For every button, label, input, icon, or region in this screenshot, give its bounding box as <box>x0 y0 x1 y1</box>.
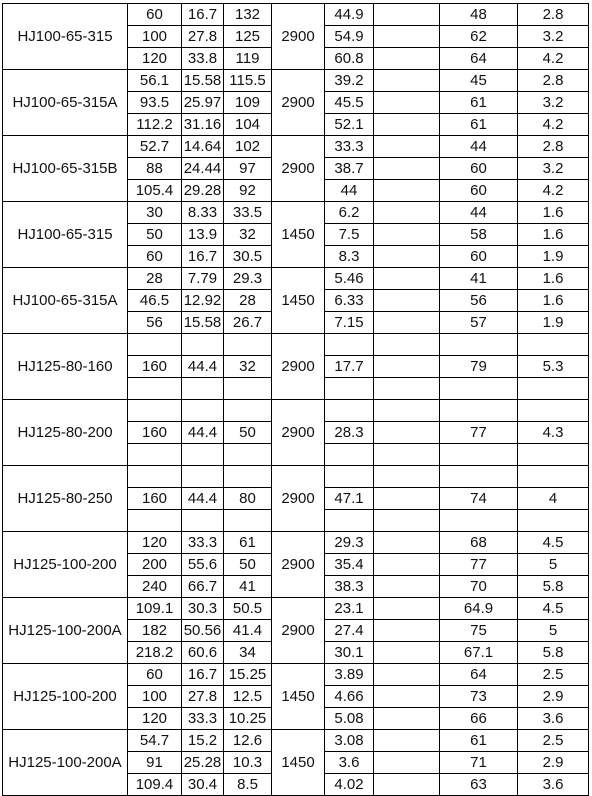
value-cell: 3.08 <box>325 730 374 752</box>
value-cell: 55.6 <box>182 554 224 576</box>
value-cell: 70 <box>440 576 518 598</box>
value-cell: 160 <box>128 488 182 510</box>
model-cell: HJ125-100-200A <box>3 598 128 664</box>
value-cell: 33.3 <box>182 532 224 554</box>
value-cell <box>128 400 182 422</box>
model-cell: HJ100-65-315A <box>3 70 128 136</box>
value-cell: 33.3 <box>325 136 374 158</box>
value-cell: 4.2 <box>518 48 589 70</box>
speed-cell: 2900 <box>272 532 325 598</box>
value-cell: 14.64 <box>182 136 224 158</box>
value-cell: 2.8 <box>518 70 589 92</box>
value-cell <box>182 400 224 422</box>
value-cell <box>518 334 589 356</box>
value-cell: 3.2 <box>518 26 589 48</box>
value-cell: 54.9 <box>325 26 374 48</box>
value-cell: 61 <box>224 532 272 554</box>
value-cell <box>374 664 440 686</box>
speed-cell: 2900 <box>272 136 325 202</box>
value-cell: 44 <box>440 202 518 224</box>
value-cell: 28.3 <box>325 422 374 444</box>
value-cell: 33.8 <box>182 48 224 70</box>
value-cell: 56 <box>440 290 518 312</box>
value-cell: 120 <box>128 708 182 730</box>
value-cell: 8.3 <box>325 246 374 268</box>
value-cell: 13.9 <box>182 224 224 246</box>
value-cell: 17.7 <box>325 356 374 378</box>
value-cell: 56.1 <box>128 70 182 92</box>
value-cell: 1.6 <box>518 224 589 246</box>
value-cell <box>518 444 589 466</box>
value-cell: 2.8 <box>518 4 589 26</box>
value-cell <box>518 400 589 422</box>
value-cell <box>374 686 440 708</box>
value-cell <box>325 466 374 488</box>
speed-cell: 2900 <box>272 598 325 664</box>
value-cell: 44.4 <box>182 488 224 510</box>
value-cell <box>374 752 440 774</box>
value-cell: 74 <box>440 488 518 510</box>
speed-cell: 2900 <box>272 466 325 532</box>
value-cell: 31.16 <box>182 114 224 136</box>
value-cell: 27.8 <box>182 26 224 48</box>
value-cell <box>325 510 374 532</box>
value-cell: 58 <box>440 224 518 246</box>
value-cell: 182 <box>128 620 182 642</box>
value-cell <box>374 4 440 26</box>
value-cell: 5 <box>518 554 589 576</box>
value-cell: 16.7 <box>182 4 224 26</box>
value-cell: 60 <box>128 664 182 686</box>
value-cell: 44 <box>440 136 518 158</box>
value-cell: 218.2 <box>128 642 182 664</box>
value-cell: 5.08 <box>325 708 374 730</box>
value-cell: 109.4 <box>128 774 182 796</box>
value-cell: 6.33 <box>325 290 374 312</box>
value-cell <box>440 444 518 466</box>
model-cell: HJ125-100-200A <box>3 730 128 796</box>
value-cell: 38.7 <box>325 158 374 180</box>
value-cell: 3.6 <box>518 774 589 796</box>
value-cell <box>182 466 224 488</box>
value-cell <box>518 378 589 400</box>
value-cell: 2.9 <box>518 752 589 774</box>
value-cell: 240 <box>128 576 182 598</box>
value-cell: 5.3 <box>518 356 589 378</box>
value-cell: 64.9 <box>440 598 518 620</box>
value-cell <box>374 620 440 642</box>
value-cell <box>374 356 440 378</box>
value-cell <box>128 378 182 400</box>
value-cell: 24.44 <box>182 158 224 180</box>
value-cell: 93.5 <box>128 92 182 114</box>
value-cell: 67.1 <box>440 642 518 664</box>
value-cell: 75 <box>440 620 518 642</box>
value-cell <box>440 378 518 400</box>
value-cell: 61 <box>440 730 518 752</box>
value-cell: 1.6 <box>518 202 589 224</box>
speed-cell: 1450 <box>272 730 325 796</box>
speed-cell: 2900 <box>272 70 325 136</box>
value-cell <box>374 158 440 180</box>
value-cell: 27.4 <box>325 620 374 642</box>
value-cell: 120 <box>128 48 182 70</box>
speed-cell: 1450 <box>272 664 325 730</box>
value-cell: 4 <box>518 488 589 510</box>
speed-cell: 2900 <box>272 400 325 466</box>
value-cell: 1.9 <box>518 246 589 268</box>
value-cell: 3.2 <box>518 92 589 114</box>
value-cell: 29.28 <box>182 180 224 202</box>
value-cell: 41 <box>440 268 518 290</box>
value-cell: 48 <box>440 4 518 26</box>
value-cell <box>374 334 440 356</box>
value-cell <box>224 334 272 356</box>
value-cell: 50 <box>224 422 272 444</box>
value-cell: 200 <box>128 554 182 576</box>
value-cell <box>128 466 182 488</box>
value-cell <box>374 466 440 488</box>
model-cell: HJ125-80-250 <box>3 466 128 532</box>
value-cell: 77 <box>440 554 518 576</box>
value-cell: 61 <box>440 92 518 114</box>
value-cell: 68 <box>440 532 518 554</box>
value-cell: 60.8 <box>325 48 374 70</box>
model-cell: HJ125-80-160 <box>3 334 128 400</box>
value-cell: 32 <box>224 224 272 246</box>
value-cell <box>374 312 440 334</box>
table-row <box>3 598 589 620</box>
value-cell: 60 <box>440 180 518 202</box>
value-cell <box>182 378 224 400</box>
value-cell: 92 <box>224 180 272 202</box>
value-cell: 60 <box>440 246 518 268</box>
value-cell: 115.5 <box>224 70 272 92</box>
value-cell <box>128 334 182 356</box>
value-cell: 50 <box>224 554 272 576</box>
value-cell <box>440 400 518 422</box>
speed-cell: 2900 <box>272 334 325 400</box>
value-cell: 15.2 <box>182 730 224 752</box>
value-cell: 5 <box>518 620 589 642</box>
value-cell: 62 <box>440 26 518 48</box>
pump-performance-table <box>2 3 589 796</box>
value-cell <box>374 268 440 290</box>
value-cell <box>374 224 440 246</box>
value-cell: 39.2 <box>325 70 374 92</box>
model-cell: HJ125-100-200 <box>3 532 128 598</box>
value-cell: 63 <box>440 774 518 796</box>
table-row <box>3 4 589 26</box>
value-cell <box>374 26 440 48</box>
value-cell: 100 <box>128 686 182 708</box>
value-cell: 7.79 <box>182 268 224 290</box>
value-cell: 29.3 <box>224 268 272 290</box>
value-cell <box>224 378 272 400</box>
value-cell <box>374 554 440 576</box>
value-cell: 30.1 <box>325 642 374 664</box>
value-cell: 12.5 <box>224 686 272 708</box>
table-row <box>3 730 589 752</box>
value-cell: 160 <box>128 422 182 444</box>
value-cell: 61 <box>440 114 518 136</box>
value-cell: 8.5 <box>224 774 272 796</box>
speed-cell: 1450 <box>272 268 325 334</box>
value-cell <box>374 576 440 598</box>
value-cell <box>224 400 272 422</box>
value-cell: 12.92 <box>182 290 224 312</box>
model-cell: HJ100-65-315 <box>3 202 128 268</box>
value-cell: 120 <box>128 532 182 554</box>
value-cell <box>374 598 440 620</box>
value-cell <box>440 510 518 532</box>
speed-cell: 2900 <box>272 4 325 70</box>
value-cell: 3.89 <box>325 664 374 686</box>
value-cell: 5.8 <box>518 576 589 598</box>
value-cell <box>374 70 440 92</box>
value-cell <box>374 708 440 730</box>
value-cell <box>374 774 440 796</box>
value-cell: 4.5 <box>518 532 589 554</box>
value-cell: 71 <box>440 752 518 774</box>
value-cell: 100 <box>128 26 182 48</box>
value-cell <box>440 466 518 488</box>
value-cell <box>374 510 440 532</box>
value-cell: 7.5 <box>325 224 374 246</box>
table-row <box>3 334 589 356</box>
value-cell <box>374 488 440 510</box>
value-cell: 132 <box>224 4 272 26</box>
value-cell: 60.6 <box>182 642 224 664</box>
value-cell <box>224 510 272 532</box>
table-row <box>3 400 589 422</box>
value-cell <box>374 642 440 664</box>
value-cell: 119 <box>224 48 272 70</box>
value-cell: 56 <box>128 312 182 334</box>
value-cell: 10.3 <box>224 752 272 774</box>
value-cell: 28 <box>224 290 272 312</box>
value-cell: 52.7 <box>128 136 182 158</box>
value-cell: 160 <box>128 356 182 378</box>
value-cell: 44.4 <box>182 356 224 378</box>
value-cell <box>374 444 440 466</box>
value-cell: 33.3 <box>182 708 224 730</box>
table-row <box>3 70 589 92</box>
value-cell: 1.9 <box>518 312 589 334</box>
value-cell: 41.4 <box>224 620 272 642</box>
value-cell: 60 <box>440 158 518 180</box>
value-cell <box>374 92 440 114</box>
value-cell: 60 <box>128 4 182 26</box>
value-cell: 64 <box>440 664 518 686</box>
value-cell: 4.02 <box>325 774 374 796</box>
value-cell: 1.6 <box>518 290 589 312</box>
table-row <box>3 202 589 224</box>
value-cell: 12.6 <box>224 730 272 752</box>
model-cell: HJ100-65-315A <box>3 268 128 334</box>
value-cell <box>325 400 374 422</box>
value-cell: 66 <box>440 708 518 730</box>
value-cell: 3.2 <box>518 158 589 180</box>
table-row <box>3 664 589 686</box>
value-cell: 2.5 <box>518 664 589 686</box>
value-cell: 4.66 <box>325 686 374 708</box>
value-cell: 1.6 <box>518 268 589 290</box>
value-cell: 26.7 <box>224 312 272 334</box>
value-cell: 102 <box>224 136 272 158</box>
value-cell: 125 <box>224 26 272 48</box>
value-cell: 28 <box>128 268 182 290</box>
value-cell: 38.3 <box>325 576 374 598</box>
model-cell: HJ125-80-200 <box>3 400 128 466</box>
value-cell: 41 <box>224 576 272 598</box>
value-cell: 15.58 <box>182 70 224 92</box>
value-cell: 30 <box>128 202 182 224</box>
value-cell: 60 <box>128 246 182 268</box>
value-cell: 2.9 <box>518 686 589 708</box>
value-cell: 91 <box>128 752 182 774</box>
value-cell: 44 <box>325 180 374 202</box>
value-cell: 112.2 <box>128 114 182 136</box>
table-row <box>3 532 589 554</box>
value-cell <box>374 532 440 554</box>
value-cell: 30.3 <box>182 598 224 620</box>
value-cell: 27.8 <box>182 686 224 708</box>
value-cell <box>182 334 224 356</box>
value-cell <box>440 334 518 356</box>
value-cell: 109.1 <box>128 598 182 620</box>
value-cell: 25.28 <box>182 752 224 774</box>
value-cell: 29.3 <box>325 532 374 554</box>
model-cell: HJ100-65-315B <box>3 136 128 202</box>
value-cell: 3.6 <box>325 752 374 774</box>
value-cell <box>374 202 440 224</box>
value-cell: 7.15 <box>325 312 374 334</box>
value-cell: 104 <box>224 114 272 136</box>
value-cell: 109 <box>224 92 272 114</box>
value-cell <box>182 510 224 532</box>
value-cell: 52.1 <box>325 114 374 136</box>
value-cell <box>374 400 440 422</box>
value-cell: 105.4 <box>128 180 182 202</box>
value-cell <box>374 290 440 312</box>
value-cell: 46.5 <box>128 290 182 312</box>
value-cell: 32 <box>224 356 272 378</box>
value-cell: 50 <box>128 224 182 246</box>
value-cell: 79 <box>440 356 518 378</box>
value-cell <box>518 510 589 532</box>
value-cell <box>374 48 440 70</box>
value-cell: 66.7 <box>182 576 224 598</box>
value-cell: 97 <box>224 158 272 180</box>
table-row <box>3 466 589 488</box>
value-cell <box>325 444 374 466</box>
value-cell: 4.2 <box>518 180 589 202</box>
value-cell: 30.5 <box>224 246 272 268</box>
value-cell: 4.5 <box>518 598 589 620</box>
value-cell: 73 <box>440 686 518 708</box>
value-cell: 2.8 <box>518 136 589 158</box>
value-cell: 64 <box>440 48 518 70</box>
value-cell <box>224 466 272 488</box>
value-cell: 47.1 <box>325 488 374 510</box>
value-cell: 10.25 <box>224 708 272 730</box>
value-cell: 50.5 <box>224 598 272 620</box>
value-cell <box>374 422 440 444</box>
value-cell: 33.5 <box>224 202 272 224</box>
speed-cell: 1450 <box>272 202 325 268</box>
value-cell: 77 <box>440 422 518 444</box>
value-cell: 16.7 <box>182 664 224 686</box>
value-cell <box>374 246 440 268</box>
value-cell: 4.2 <box>518 114 589 136</box>
value-cell: 57 <box>440 312 518 334</box>
value-cell <box>182 444 224 466</box>
value-cell: 30.4 <box>182 774 224 796</box>
value-cell: 6.2 <box>325 202 374 224</box>
value-cell: 15.25 <box>224 664 272 686</box>
value-cell <box>128 510 182 532</box>
value-cell: 4.3 <box>518 422 589 444</box>
value-cell <box>224 444 272 466</box>
value-cell: 80 <box>224 488 272 510</box>
value-cell: 45 <box>440 70 518 92</box>
value-cell: 50.56 <box>182 620 224 642</box>
value-cell <box>518 466 589 488</box>
value-cell: 5.8 <box>518 642 589 664</box>
value-cell: 88 <box>128 158 182 180</box>
value-cell: 23.1 <box>325 598 374 620</box>
model-cell: HJ100-65-315 <box>3 4 128 70</box>
table-body <box>3 4 589 796</box>
value-cell: 15.58 <box>182 312 224 334</box>
value-cell: 3.6 <box>518 708 589 730</box>
value-cell: 2.5 <box>518 730 589 752</box>
value-cell: 35.4 <box>325 554 374 576</box>
value-cell <box>374 378 440 400</box>
value-cell: 8.33 <box>182 202 224 224</box>
value-cell: 44.4 <box>182 422 224 444</box>
model-cell: HJ125-100-200 <box>3 664 128 730</box>
value-cell: 44.9 <box>325 4 374 26</box>
value-cell <box>374 136 440 158</box>
value-cell <box>325 334 374 356</box>
value-cell: 34 <box>224 642 272 664</box>
value-cell: 45.5 <box>325 92 374 114</box>
value-cell <box>374 730 440 752</box>
table-row <box>3 136 589 158</box>
value-cell: 54.7 <box>128 730 182 752</box>
value-cell <box>128 444 182 466</box>
table-row <box>3 268 589 290</box>
value-cell: 16.7 <box>182 246 224 268</box>
value-cell <box>374 180 440 202</box>
value-cell <box>374 114 440 136</box>
value-cell <box>325 378 374 400</box>
value-cell: 5.46 <box>325 268 374 290</box>
value-cell: 25.97 <box>182 92 224 114</box>
